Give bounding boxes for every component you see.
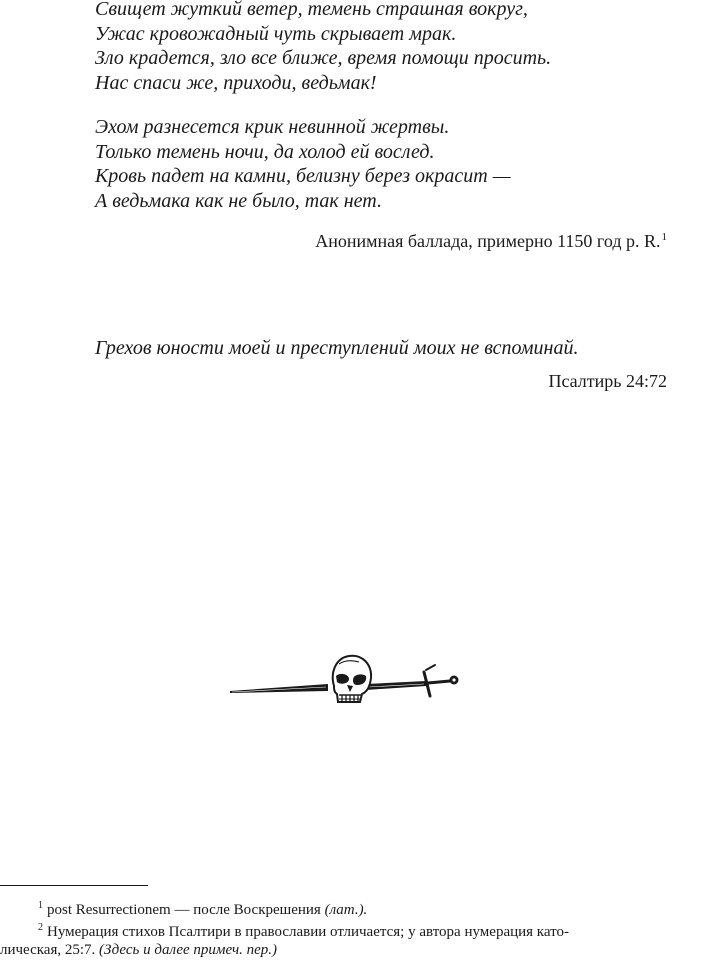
verse-line: Ужас кровожадный чуть скрывает мрак. (95, 22, 457, 45)
footnote-2-mark: 2 (38, 922, 43, 933)
footnote-2-cont-text: лическая, 25:7. (0, 942, 96, 958)
translator-note: (Здесь и далее примеч. пер.) (99, 942, 278, 958)
psalm-epigraph-quote: Грехов юности моей и преступлений моих не вспоминай. (95, 337, 579, 359)
verse-line: Только темень ночи, да холод ей вослед. (95, 140, 435, 163)
skull-and-sword-icon (228, 650, 464, 706)
footnote-1-language: (лат.). (324, 902, 368, 918)
ballad-stanza-1 (95, 0, 551, 95)
verse-line: Свищет жуткий ветер, темень страшная вокруг, (95, 0, 528, 20)
footnote-separator (0, 885, 148, 886)
ballad-stanza-2 (95, 115, 511, 213)
verse-line: Кровь падет на камни, белизну берез окрасит — (95, 165, 511, 187)
psalm-epigraph-source: Псалтирь 24:72 (548, 371, 667, 391)
footnote-1-mark: 1 (38, 900, 43, 911)
verse-line: Зло крадется, зло все ближе, время помощи просить. (95, 47, 552, 69)
footnote-1-text: post Resurrectionem — после Воскрешения (47, 902, 321, 918)
verse-line: Нас спаси же, приходи, ведьмак! (95, 71, 377, 94)
ballad-attribution (315, 226, 667, 252)
verse-line: Эхом разнесется крик невинной жертвы. (95, 116, 450, 138)
ballad-attribution-text: Анонимная баллада, примерно 1150 год р. R. (315, 231, 661, 251)
verse-line: А ведьмака как не было, так нет. (95, 189, 382, 212)
footnote-ref-1[interactable]: 1 (661, 231, 667, 243)
footnote-2-continuation (0, 939, 277, 961)
footnote-2-text: Нумерация стихов Псалтири в православии отличается; у автора нумерация като- (47, 924, 569, 940)
